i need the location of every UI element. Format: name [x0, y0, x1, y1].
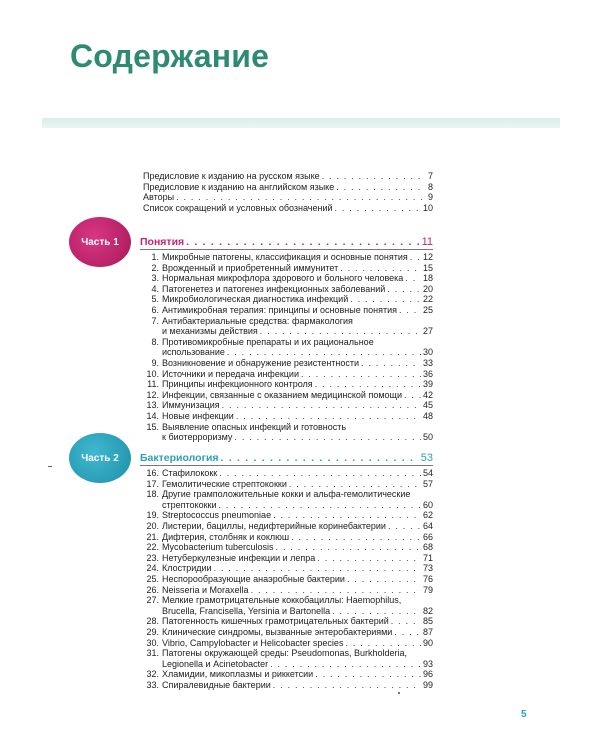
- entry-number: 10.: [146, 368, 159, 379]
- entry-title: Legionella и Acinetobacter: [162, 658, 269, 669]
- entry-page: 33: [422, 358, 433, 368]
- entry-page: 54: [422, 468, 433, 478]
- dot-leader: [301, 369, 421, 379]
- chapter-entry: [146, 553, 433, 563]
- entry-number: 12.: [146, 389, 159, 400]
- front-matter-item: [143, 182, 433, 192]
- entry-title: Новые инфекции: [162, 411, 234, 421]
- chapter-entry: [146, 284, 433, 294]
- chapter-entry: [146, 305, 433, 315]
- entry-title: Дифтерия, столбняк и коклюш: [162, 531, 290, 542]
- entry-page: 20: [422, 283, 433, 294]
- dot-leader: [251, 585, 421, 595]
- entry-title: Принципы инфекционного контроля: [162, 379, 313, 390]
- entry-number: 26.: [146, 584, 159, 595]
- chapter-entry: [146, 595, 433, 605]
- entry-title: Streptococcus pneumoniae: [162, 510, 272, 521]
- chapter-entry: [146, 422, 433, 432]
- chapter-entry: [146, 680, 433, 690]
- entry-page: 79: [422, 584, 433, 595]
- dot-leader: [186, 236, 419, 248]
- chapter-entry: [146, 521, 433, 531]
- part-heading: [140, 452, 433, 464]
- part-page: 11: [421, 236, 433, 248]
- entry-page: 12: [422, 252, 433, 262]
- entry-title: Brucella, Francisella, Yersinia и Bartonella: [162, 605, 331, 616]
- dot-leader: [404, 390, 421, 400]
- entry-title: Спиралевидные бактерии: [162, 680, 271, 690]
- entry-number: 13.: [146, 400, 159, 411]
- dot-leader: [289, 479, 421, 489]
- entry-number: 5.: [151, 294, 159, 305]
- chapter-entry-continued: [146, 500, 433, 510]
- entry-number: 6.: [151, 305, 159, 315]
- entry-title: Гемолитические стрептококки: [162, 478, 287, 489]
- chapter-entry: [146, 294, 433, 304]
- entry-title: Антибактериальные средства: фармакология: [162, 315, 353, 326]
- entry-title: к биотерроризму: [162, 432, 233, 443]
- front-matter-item: [143, 203, 433, 213]
- dot-leader: [394, 627, 421, 637]
- entry-title: Предисловие к изданию на английском языке: [143, 181, 335, 192]
- chapter-entry: [146, 358, 433, 368]
- front-matter-item: [143, 192, 433, 202]
- chapter-entry: [146, 627, 433, 637]
- entry-title: Выявление опасных инфекций и готовность: [162, 421, 347, 432]
- chapter-entry: [146, 574, 433, 584]
- entry-title: Список сокращений и условных обозначений: [143, 202, 333, 213]
- entry-number: 8.: [151, 336, 159, 347]
- page-title: Содержание: [70, 38, 270, 74]
- entry-page: 50: [422, 432, 433, 443]
- entry-number: 14.: [146, 411, 159, 421]
- entry-number: 25.: [146, 574, 159, 584]
- entry-title: Возникновение и обнаружение резистентности: [162, 358, 360, 368]
- entry-number: 24.: [146, 563, 159, 574]
- entry-title: Другие грамположительные кокки и альфа-гемолитические: [162, 489, 411, 500]
- dot-leader: [387, 284, 421, 294]
- chapter-entry: [146, 479, 433, 489]
- margin-mark: [48, 466, 52, 467]
- dot-leader: [219, 468, 421, 478]
- dot-leader: [332, 606, 421, 616]
- entry-page: 60: [422, 499, 433, 510]
- dot-leader: [336, 182, 426, 192]
- part-rule: [140, 249, 433, 250]
- entry-title: Клостридии: [162, 563, 212, 574]
- chapter-entry: [146, 369, 433, 379]
- chapter-entry-continued: [146, 326, 433, 336]
- entry-title: Предисловие к изданию на русском языке: [143, 171, 320, 181]
- dot-leader: [218, 500, 421, 510]
- chapter-entry: [146, 468, 433, 478]
- entry-title: Антимикробная терапия: принципы и основные понятия: [162, 305, 397, 315]
- dot-leader: [361, 358, 421, 368]
- entry-page: 68: [422, 542, 433, 553]
- entry-number: 4.: [151, 283, 159, 294]
- entry-title: Микробиологическая диагностика инфекций: [162, 294, 349, 305]
- entry-page: 39: [422, 379, 433, 390]
- chapter-entry: [146, 669, 433, 679]
- entry-title: Врожденный и приобретенный иммунитет: [162, 262, 339, 273]
- dot-leader: [270, 659, 421, 669]
- entry-page: 15: [422, 262, 433, 273]
- entry-page: 8: [427, 181, 433, 192]
- dot-leader: [236, 411, 421, 421]
- entry-number: 33.: [146, 680, 159, 690]
- entry-title: Стафилококк: [162, 468, 218, 478]
- entry-page: 18: [422, 273, 433, 284]
- chapter-entry: [146, 585, 433, 595]
- dot-leader: [388, 521, 421, 531]
- dot-leader: [234, 432, 421, 442]
- entry-page: 90: [422, 637, 433, 648]
- dot-leader: [399, 305, 421, 315]
- entry-title: использование: [162, 347, 225, 358]
- entry-number: 22.: [146, 542, 159, 553]
- entry-title: Мелкие грамотрицательные коккобациллы: Haemophilus,: [162, 595, 402, 606]
- entry-number: 28.: [146, 616, 159, 627]
- chapter-entry-continued: [146, 432, 433, 442]
- entry-number: 15.: [146, 421, 159, 432]
- entry-page: 45: [422, 400, 433, 411]
- chapter-entry-continued: [146, 659, 433, 669]
- entry-number: 17.: [146, 478, 159, 489]
- entry-page: 42: [422, 389, 433, 400]
- chapter-entry: [146, 616, 433, 626]
- dot-leader: [391, 616, 421, 626]
- dot-leader: [345, 638, 421, 648]
- entry-page: 64: [422, 521, 433, 531]
- chapter-entry: [146, 337, 433, 347]
- dot-leader: [315, 669, 421, 679]
- chapter-entry: [146, 390, 433, 400]
- chapter-entry-continued: [146, 347, 433, 357]
- entry-number: 7.: [151, 315, 159, 326]
- entry-page: 57: [422, 478, 433, 489]
- entry-title: Инфекции, связанные с оказанием медицинской помощи: [162, 389, 402, 400]
- entry-page: 36: [422, 368, 433, 379]
- dot-leader: [317, 553, 421, 563]
- chapter-entry: [146, 273, 433, 283]
- entry-title: Микробные патогены, классификация и основные понятия: [162, 252, 408, 262]
- chapter-entry: [146, 400, 433, 410]
- entry-title: Патогенетез и патогенез инфекционных заболеваний: [162, 283, 386, 294]
- chapter-entry: [146, 638, 433, 648]
- chapter-entry: [146, 532, 433, 542]
- entry-title: Патогены окружающей среды: Pseudomonas, Burkholderia,: [162, 648, 407, 659]
- chapter-entry: [146, 411, 433, 421]
- part-title: Бактериология: [140, 452, 219, 464]
- entry-page: 27: [422, 326, 433, 337]
- entry-page: 93: [422, 658, 433, 669]
- entry-title: Vibrio, Campylobacter и Helicobacter species: [162, 637, 344, 648]
- chapter-entry: [146, 563, 433, 573]
- entry-page: 82: [422, 605, 433, 616]
- entry-page: 87: [422, 627, 433, 637]
- entry-number: 30.: [146, 637, 159, 648]
- entry-title: Авторы: [143, 192, 175, 203]
- entry-number: 29.: [146, 627, 159, 637]
- chapter-entry: [146, 263, 433, 273]
- dot-leader: [335, 203, 421, 213]
- chapter-entry: [146, 252, 433, 262]
- entry-number: 2.: [151, 262, 159, 273]
- part-1-badge: Часть 1: [69, 217, 131, 267]
- entry-title: Нормальная микрофлора здорового и больного человека: [162, 273, 404, 284]
- dot-leader: [222, 400, 421, 410]
- entry-number: 21.: [146, 531, 159, 542]
- title-band: [42, 118, 560, 128]
- dot-leader: [260, 326, 421, 336]
- chapter-entry-continued: [146, 606, 433, 616]
- entry-page: 62: [422, 510, 433, 521]
- entry-number: 3.: [151, 273, 159, 284]
- dot-leader: [322, 171, 426, 181]
- entry-title: стрептококки: [162, 499, 217, 510]
- entry-page: 66: [422, 531, 433, 542]
- entry-number: 16.: [146, 468, 159, 478]
- dot-leader: [176, 192, 426, 202]
- dot-leader: [405, 273, 421, 283]
- dot-leader: [273, 680, 421, 690]
- entry-title: Хламидии, микоплазмы и риккетсии: [162, 669, 314, 680]
- margin-dot: [398, 692, 400, 694]
- dot-leader: [276, 542, 421, 552]
- chapter-entry: [146, 510, 433, 520]
- entry-title: Иммунизация: [162, 400, 220, 411]
- entry-number: 20.: [146, 521, 159, 531]
- entry-title: Противомикробные препараты и их рациональное: [162, 336, 374, 347]
- entry-page: 71: [422, 552, 433, 563]
- entry-page: 85: [422, 616, 433, 627]
- dot-leader: [214, 563, 421, 573]
- entry-title: Листерии, бациллы, недифтерийные коринебактерии: [162, 521, 386, 531]
- chapter-entry: [146, 542, 433, 552]
- entry-title: Неспорообразующие анаэробные бактерии: [162, 574, 345, 584]
- entry-number: 19.: [146, 510, 159, 521]
- front-matter-item: [143, 171, 433, 181]
- entry-number: 23.: [146, 552, 159, 563]
- entry-page: 99: [422, 680, 433, 690]
- entry-number: 11.: [147, 379, 159, 390]
- entry-number: 18.: [146, 489, 159, 500]
- entry-title: Клинические синдромы, вызванные энтеробактериями: [162, 627, 393, 637]
- dot-leader: [315, 379, 421, 389]
- entry-page: 30: [422, 347, 433, 358]
- dot-leader: [350, 294, 421, 304]
- entry-number: 1.: [151, 252, 159, 262]
- dot-leader: [221, 452, 419, 464]
- entry-title: Патогенность кишечных грамотрицательных бактерий: [162, 616, 389, 627]
- entry-number: 32.: [146, 669, 159, 680]
- chapter-entry: [146, 489, 433, 499]
- dot-leader: [227, 347, 421, 357]
- entry-page: 73: [422, 563, 433, 574]
- entry-page: 76: [422, 574, 433, 584]
- chapter-entry: [146, 379, 433, 389]
- entry-page: 9: [427, 192, 433, 203]
- part-2-badge: Часть 2: [69, 433, 131, 483]
- entry-page: 7: [427, 171, 433, 181]
- entry-page: 96: [422, 669, 433, 680]
- entry-number: 9.: [151, 358, 159, 368]
- part-heading: [140, 236, 433, 248]
- entry-title: Neisseria и Moraxella: [162, 584, 249, 595]
- entry-title: Источники и передача инфекции: [162, 368, 299, 379]
- entry-page: 25: [422, 305, 433, 315]
- entry-page: 22: [422, 294, 433, 305]
- entry-page: 10: [422, 202, 433, 213]
- entry-title: Нетуберкулезные инфекции и лепра: [162, 552, 316, 563]
- dot-leader: [273, 510, 421, 520]
- entry-title: и механизмы действия: [162, 326, 258, 337]
- entry-page: 48: [422, 411, 433, 421]
- entry-number: 31.: [146, 648, 159, 659]
- dot-leader: [291, 532, 421, 542]
- entry-number: 27.: [146, 595, 159, 606]
- dot-leader: [340, 263, 421, 273]
- part-rule: [140, 465, 433, 466]
- dot-leader: [410, 252, 421, 262]
- entry-title: Mycobacterium tuberculosis: [162, 542, 274, 553]
- chapter-entry: [146, 648, 433, 658]
- chapter-entry: [146, 316, 433, 326]
- page-number: 5: [521, 709, 527, 720]
- dot-leader: [347, 574, 421, 584]
- part-title: Понятия: [140, 236, 185, 248]
- part-page: 53: [420, 452, 433, 464]
